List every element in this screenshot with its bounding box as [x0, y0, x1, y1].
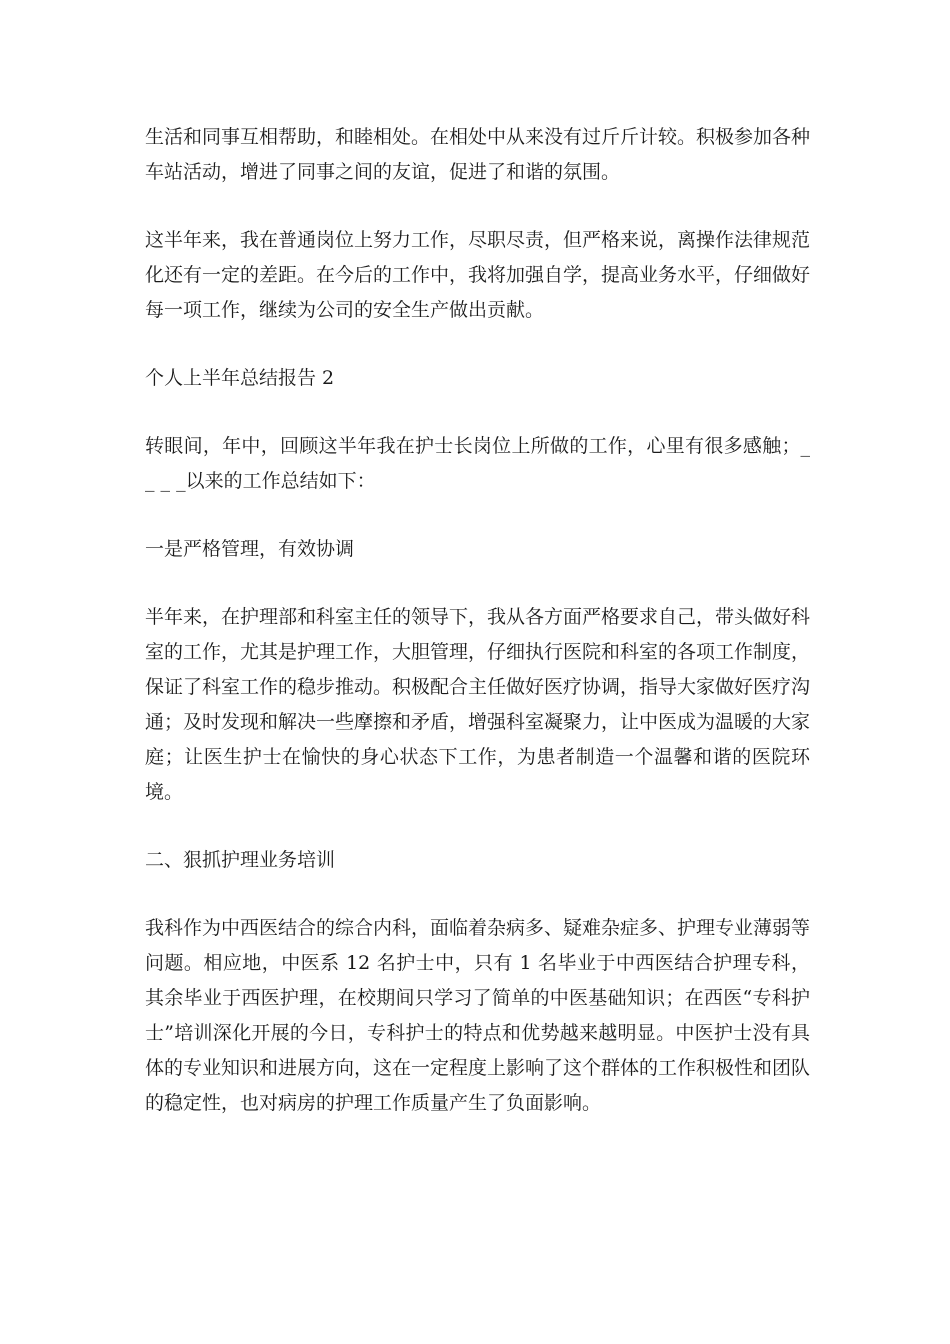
section-heading-management: 一是严格管理，有效协调	[145, 538, 355, 560]
paragraph-half-year-reflection: 这半年来，我在普通岗位上努力工作，尽职尽责，但严格来说，离操作法律规范化还有一定的差距。在今后的工作中，我将加强自学，提高业务水平，仔细做好每一项工作，继续为公司的安全生产做出贡献。	[145, 229, 811, 321]
paragraph-training: 我科作为中西医结合的综合内科，面临着杂病多、疑难杂症多、护理专业薄弱等问题。相应地，中医系 12 名护士中，只有 1 名毕业于中西医结合护理专科，其余毕业于西医护理，在校期间只学习了简单的中医基础知识；在西医“专科护士”培训深化开展的今日，专科护士的特点和优势越来越明显。中医护士没有具体的专业知识和进展方向，这在一定程度上影响了这个群体的工作积极性和团队的稳定性，也对病房的护理工作质量产生了负面影响。	[145, 917, 811, 1114]
paragraph-management: 半年来，在护理部和科室主任的领导下，我从各方面严格要求自己，带头做好科室的工作，尤其是护理工作，大胆管理，仔细执行医院和科室的各项工作制度，保证了科室工作的稳步推动。积极配合主任做好医疗协调，指导大家做好医疗沟通；及时发现和解决一些摩擦和矛盾，增强科室凝聚力，让中医成为温暖的大家庭；让医生护士在愉快的身心状态下工作，为患者制造一个温馨和谐的医院环境。	[145, 606, 811, 803]
paragraph-intro: 转眼间，年中，回顾这半年我在护士长岗位上所做的工作，心里有很多感触；_ _ _ _以来的工作总结如下：	[145, 435, 810, 492]
section-heading-training: 二、狠抓护理业务培训	[145, 849, 336, 871]
paragraph-colleague-relations: 生活和同事互相帮助，和睦相处。在相处中从来没有过斤斤计较。积极参加各种车站活动，增进了同事之间的友谊，促进了和谐的氛围。	[145, 126, 811, 183]
document-body	[145, 120, 810, 1154]
report-title: 个人上半年总结报告 2	[145, 367, 335, 389]
